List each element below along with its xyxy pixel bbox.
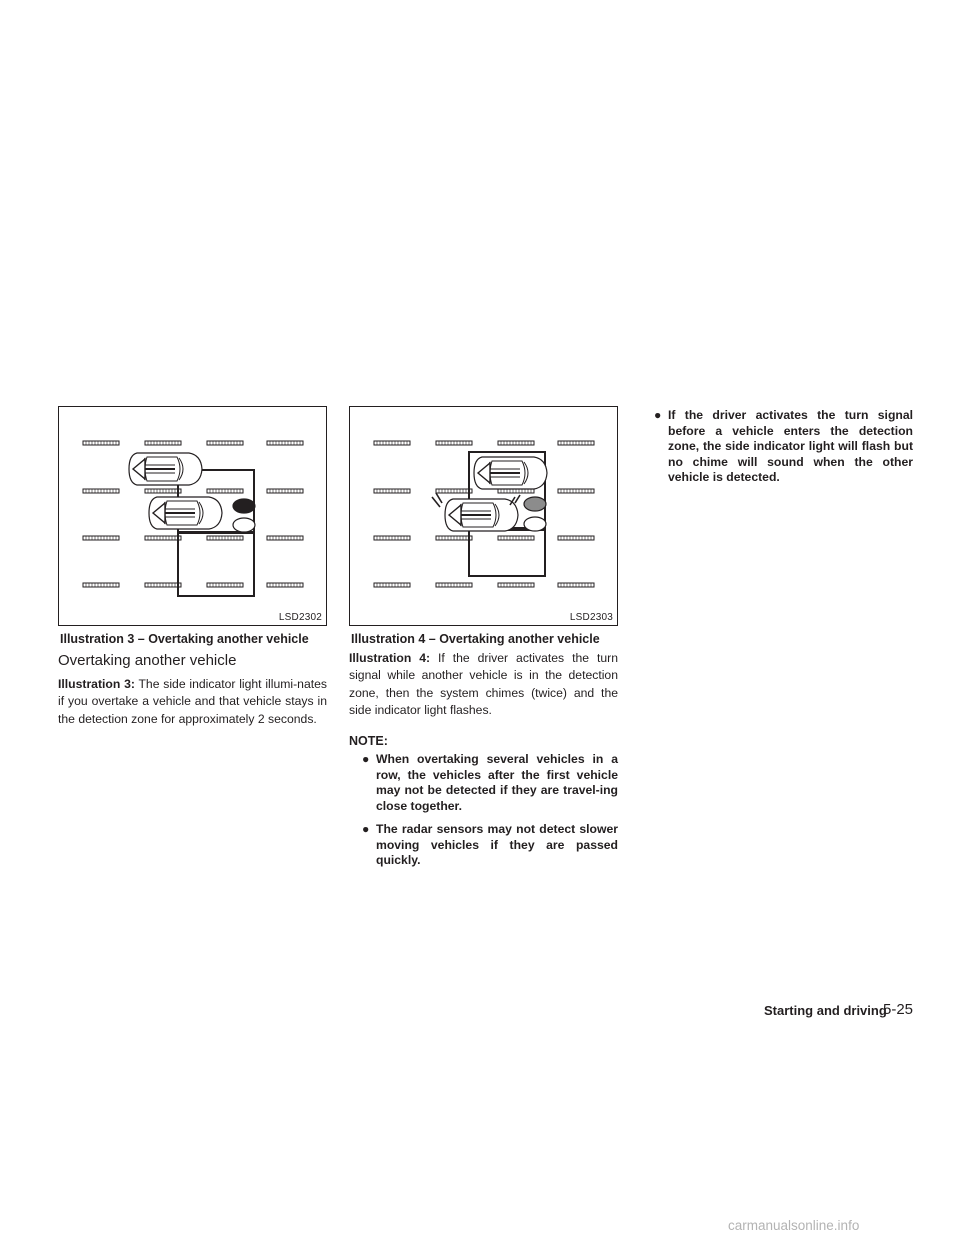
illustration-3-paragraph — [58, 676, 327, 728]
lane-marking — [436, 583, 472, 587]
car-top-view-icon — [474, 457, 547, 489]
lane-marking — [436, 536, 472, 540]
lane-marking — [207, 441, 243, 445]
lane-marking — [374, 489, 410, 493]
lane-marking — [83, 489, 119, 493]
lane-marking — [374, 441, 410, 445]
illustration-4-figure — [349, 406, 618, 626]
side-indicator-light-icon — [524, 517, 546, 531]
car-top-view-icon — [149, 497, 222, 529]
note-item-text: The radar sensors may not detect slower moving vehicles if they are passed quickly. — [376, 822, 618, 867]
lane-marking — [374, 536, 410, 540]
side-indicator-light-icon — [233, 499, 255, 513]
note-item — [654, 408, 913, 486]
illustration-3-figure — [58, 406, 327, 626]
note-item — [362, 752, 618, 814]
page-number: 5-25 — [883, 1001, 914, 1018]
lane-marking — [145, 489, 181, 493]
lane-marking — [267, 583, 303, 587]
note-item-text: When overtaking several vehicles in a row, the vehicles after the first vehicle may not be detected if they are travel-ing close together. — [376, 752, 618, 813]
lane-marking — [83, 441, 119, 445]
note-item-text: If the driver activates the turn signal before a vehicle enters the detection zone, the side indicator light will flash but no chime will sound when the other vehicle is detected. — [668, 408, 913, 484]
lane-marking — [558, 441, 594, 445]
illustration-4-paragraph — [349, 650, 618, 720]
lane-marking — [498, 441, 534, 445]
lane-marking — [267, 489, 303, 493]
side-indicator-light-icon — [233, 518, 255, 532]
lane-marking — [498, 489, 534, 493]
illustration-3-label: Illustration 3: — [58, 677, 135, 691]
note-item — [362, 822, 618, 869]
car-top-view-icon — [129, 453, 202, 485]
side-indicator-light-icon — [524, 497, 546, 511]
lane-marking — [498, 536, 534, 540]
illustration-3-text: The side indicator light illumi-nates if you overtake a vehicle and that vehicle stays in the detection zone for approximately 2 seconds. — [58, 677, 327, 726]
lane-marking — [207, 583, 243, 587]
lane-marking — [558, 583, 594, 587]
lane-marking — [83, 536, 119, 540]
bullet-dot-icon: ● — [362, 822, 370, 836]
illustration-3-diagram — [59, 407, 328, 627]
bullet-dot-icon: ● — [362, 752, 370, 766]
lane-marking — [436, 489, 472, 493]
lane-marking — [558, 536, 594, 540]
illustration-4-label: Illustration 4: — [349, 651, 431, 665]
lane-marking — [436, 441, 472, 445]
car-top-view-icon — [445, 499, 518, 531]
lane-marking — [145, 583, 181, 587]
watermark-text: carmanualsonline.info — [728, 1218, 860, 1233]
bullet-dot-icon: ● — [654, 408, 662, 422]
lane-marking — [267, 441, 303, 445]
illustration-4-text: If the driver activates the turn signal while another vehicle is in the detection zone, then the system chimes (twice) and the side indicator light flashes. — [349, 651, 618, 718]
illustration-4-diagram — [350, 407, 619, 627]
flash-mark — [515, 495, 520, 503]
lane-marking — [374, 583, 410, 587]
lane-marking — [145, 536, 181, 540]
figure-code: LSD2303 — [569, 612, 613, 623]
flash-mark — [436, 493, 442, 503]
figure-caption: Illustration 4 – Overtaking another vehicle — [351, 632, 600, 646]
lane-marking — [207, 489, 243, 493]
lane-marking — [558, 489, 594, 493]
figure-caption: Illustration 3 – Overtaking another vehicle — [60, 632, 309, 646]
lane-marking — [267, 536, 303, 540]
lane-marking — [145, 441, 181, 445]
lane-marking — [498, 583, 534, 587]
lane-marking — [83, 583, 119, 587]
note-label: NOTE: — [349, 734, 388, 748]
figure-code: LSD2302 — [278, 612, 322, 623]
footer-section-title: Starting and driving — [764, 1003, 887, 1018]
section-heading: Overtaking another vehicle — [58, 652, 237, 669]
lane-marking — [207, 536, 243, 540]
